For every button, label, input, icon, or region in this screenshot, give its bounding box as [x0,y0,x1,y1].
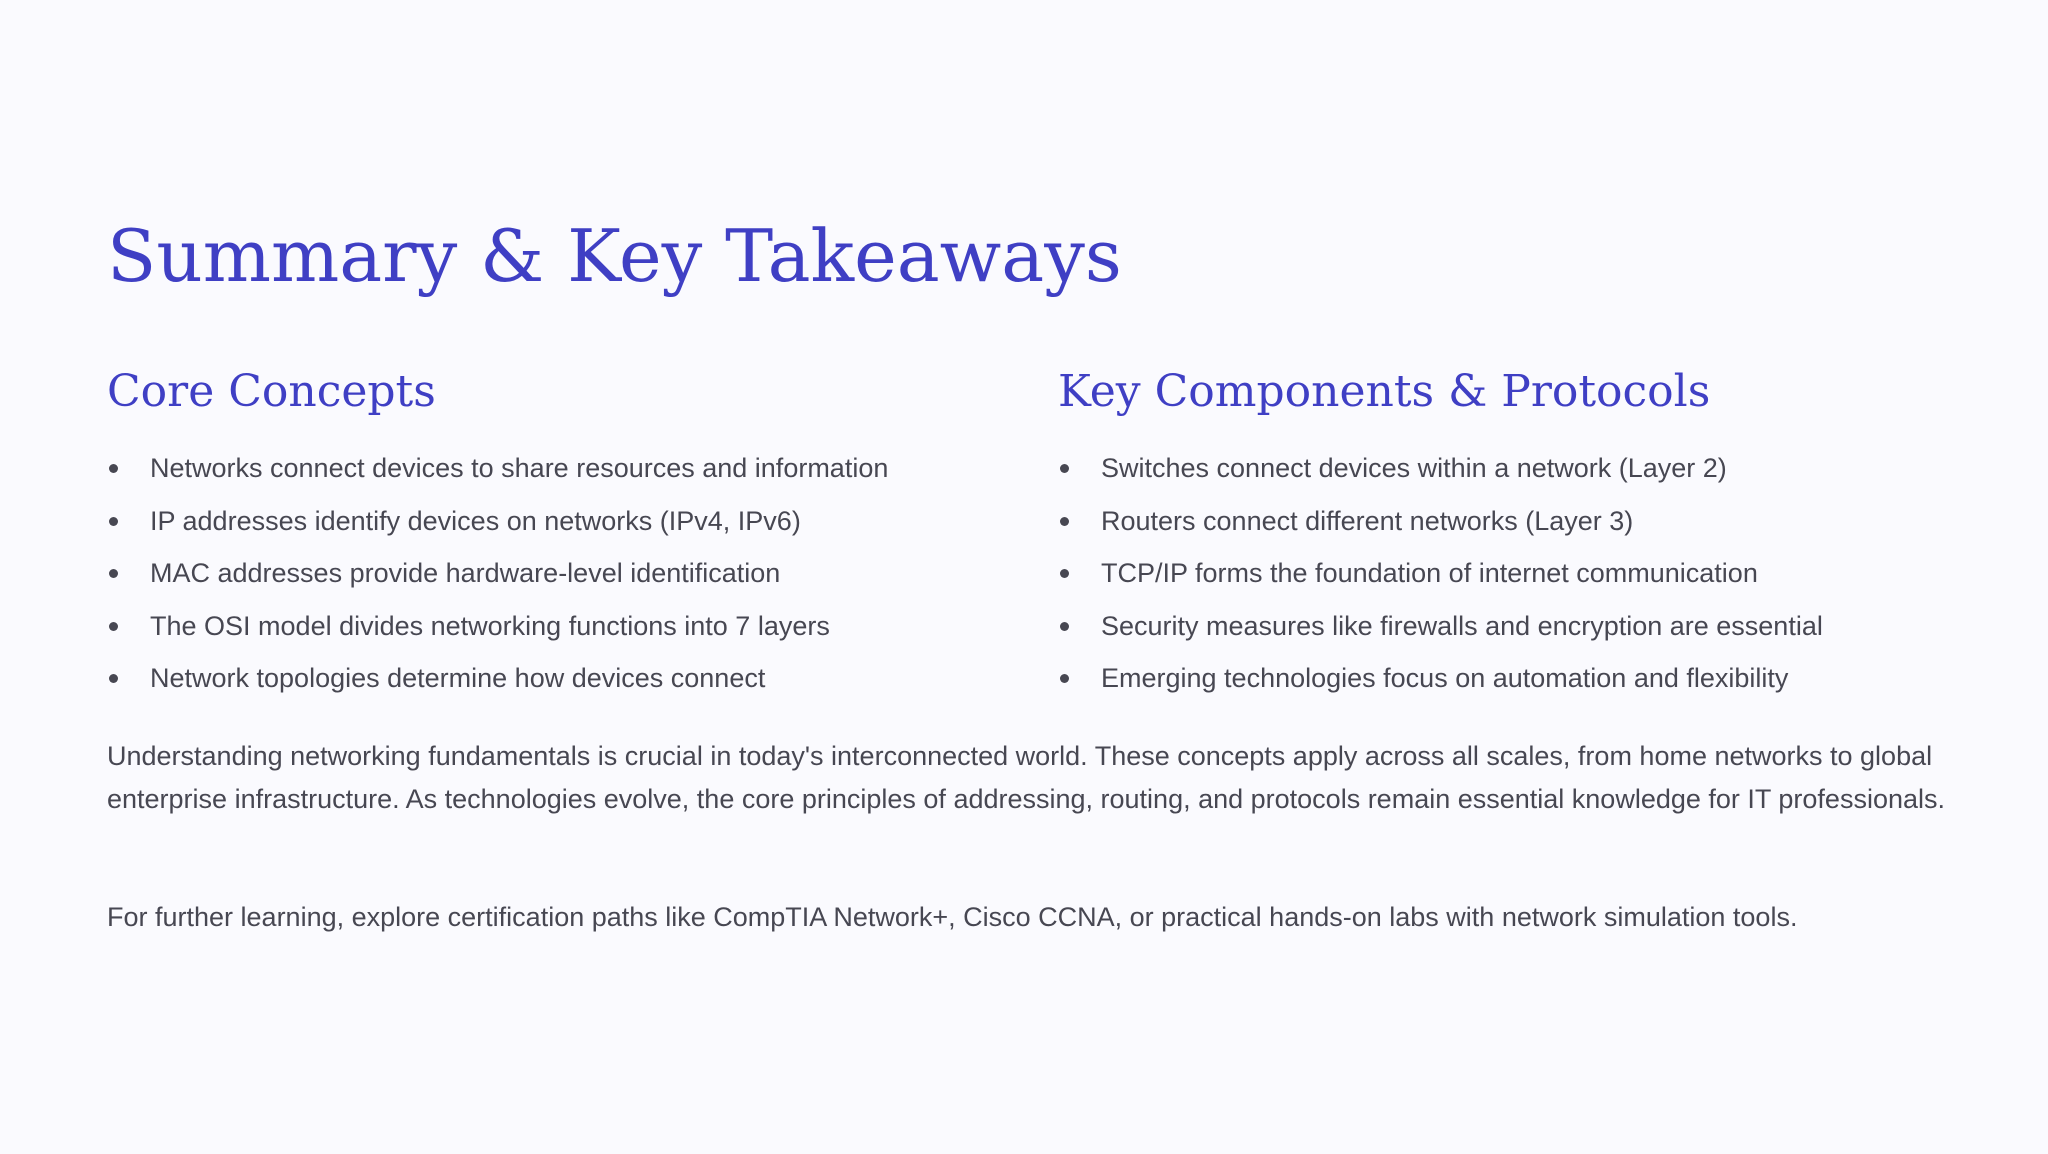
key-components-list [1058,442,1823,705]
key-components-heading: Key Components & Protocols [1058,366,1711,417]
further-learning-paragraph: For further learning, explore certification paths like CompTIA Network+, Cisco CCNA, or practical hands-on labs with network simulation tools. [107,902,1798,932]
list-item [107,495,888,548]
bullet-icon [1060,517,1069,526]
core-concepts-section [107,362,1027,693]
list-item [1058,652,1823,705]
list-item [1058,495,1823,548]
core-concepts-list [107,442,888,705]
list-item-text: Network topologies determine how devices connect [150,663,766,693]
page-title: Summary & Key Takeaways [107,214,1122,298]
list-item-text: Switches connect devices within a network (Layer 2) [1101,453,1727,483]
bullet-icon [1060,674,1069,683]
bullet-icon [109,674,118,683]
list-item [1058,547,1823,600]
list-item [107,652,888,705]
list-item-text: The OSI model divides networking functions into 7 layers [150,610,830,641]
list-item-text: IP addresses identify devices on networks (IPv4, IPv6) [150,505,801,536]
bullet-icon [1060,569,1069,578]
bullet-icon [1060,464,1069,473]
summary-paragraph: Understanding networking fundamentals is crucial in today's interconnected world. These concepts apply across all scales, from home networks to global enterprise infrastructure. As technologies evolve, the core principles of addressing, routing, and protocols remain essential knowledge for IT professionals. [107,741,1945,814]
bullet-icon [1060,622,1069,631]
bullet-icon [109,464,118,473]
list-item [1058,600,1823,653]
bullet-icon [109,569,118,578]
key-components-section [1058,362,1978,693]
bullet-icon [109,622,118,631]
list-item [1058,442,1823,495]
list-item-text: MAC addresses provide hardware-level identification [150,558,781,588]
list-item-text: TCP/IP forms the foundation of internet communication [1101,558,1758,588]
list-item-text: Emerging technologies focus on automation and flexibility [1101,663,1789,693]
list-item [107,547,888,600]
list-item-text: Security measures like firewalls and encryption are essential [1101,610,1823,641]
core-concepts-heading: Core Concepts [107,366,436,417]
list-item-text: Networks connect devices to share resources and information [150,453,889,483]
list-item-text: Routers connect different networks (Layer 3) [1101,505,1634,536]
list-item [107,442,888,495]
bullet-icon [109,517,118,526]
list-item [107,600,888,653]
